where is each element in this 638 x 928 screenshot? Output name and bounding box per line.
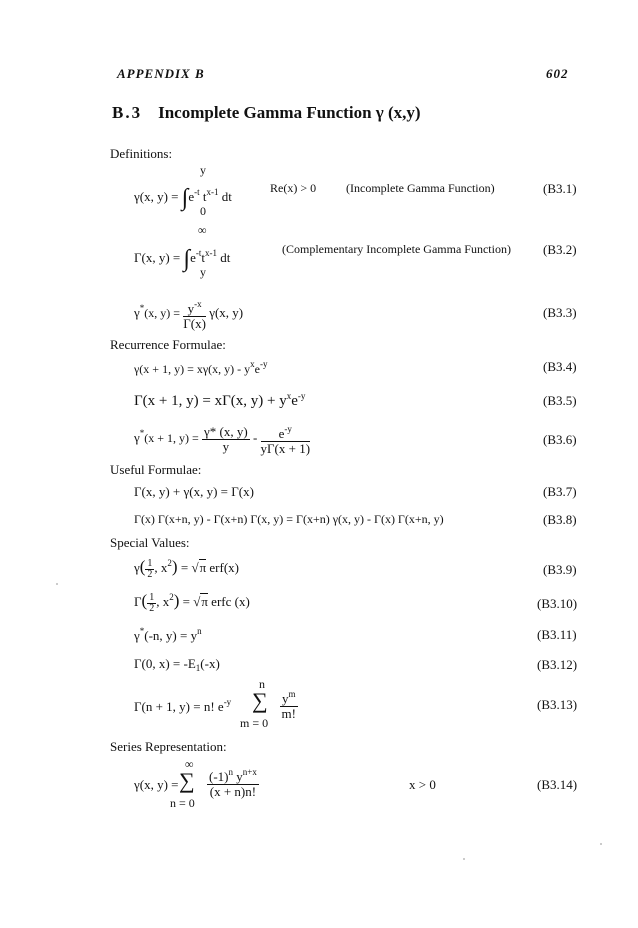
eq-b3-9-fn: γ: [134, 560, 140, 575]
eq-b3-2-note: (Complementary Incomplete Gamma Function): [282, 242, 511, 256]
running-header: APPENDIX B: [117, 66, 205, 81]
section-title: [112, 103, 421, 123]
eq-b3-14-label: (B3.14): [537, 777, 578, 792]
eq-b3-9-label: (B3.9): [543, 562, 577, 577]
eq-b3-6: [134, 422, 310, 456]
eq-b3-9-pi: π: [199, 560, 207, 575]
eq-b3-14-num-y: y: [233, 769, 243, 784]
heading-definitions: Definitions:: [110, 146, 173, 161]
eq-b3-4-exp1: x: [250, 359, 255, 369]
eq-b3-8: Γ(x) Γ(x+n, y) - Γ(x+n) Γ(x, y) = Γ(x+n) γ(x, y) - Γ(x) Γ(x+n, y): [134, 512, 444, 526]
eq-b3-1-lower-limit: 0: [200, 204, 206, 218]
eq-b3-3-numerator: [183, 297, 206, 317]
eq-b3-7-label: (B3.7): [543, 484, 577, 499]
eq-b3-1-label: (B3.1): [543, 181, 577, 196]
eq-b3-5-text: Γ(x + 1, y) = xΓ(x, y) + y: [134, 393, 287, 409]
eq-b3-9: [134, 557, 239, 580]
eq-b3-14-lhs: γ(x, y) =: [134, 777, 179, 792]
eq-b3-1-dt: dt: [218, 189, 232, 204]
eq-b3-2-lower-limit: y: [200, 265, 206, 279]
eq-b3-8-label: (B3.8): [543, 512, 577, 527]
eq-b3-3: [134, 297, 243, 331]
eq-b3-6-f2-e: e: [278, 426, 285, 441]
eq-b3-4-e: e: [254, 362, 260, 376]
eq-b3-6-f2-denominator: yΓ(x + 1): [260, 441, 311, 456]
eq-b3-2-exp2: x-1: [205, 248, 217, 258]
eq-b3-5: [134, 391, 305, 410]
eq-b3-12-rest: (-x): [200, 656, 220, 671]
eq-b3-10-half-num: 1: [149, 591, 155, 603]
eq-b3-9-sq: 2: [167, 558, 172, 568]
integral-sign-icon: ∫: [181, 185, 189, 211]
eq-b3-10-pi: π: [201, 594, 208, 609]
eq-b3-6-gamma: γ: [134, 429, 140, 445]
eq-b3-14-lower-limit: n = 0: [170, 796, 195, 810]
eq-b3-11: [134, 626, 202, 644]
eq-b3-10: [134, 591, 250, 614]
eq-b3-2-t: t: [201, 250, 205, 265]
eq-b3-5-exp1: x: [286, 391, 292, 401]
eq-b3-14-fraction: [207, 765, 259, 799]
eq-b3-3-args: (x, y) =: [144, 305, 181, 320]
heading-recurrence: Recurrence Formulae:: [110, 337, 226, 352]
eq-b3-7: Γ(x, y) + γ(x, y) = Γ(x): [134, 484, 254, 499]
eq-b3-1: [134, 181, 232, 211]
eq-b3-3-label: (B3.3): [543, 305, 577, 320]
eq-b3-6-f2-exp: -y: [284, 424, 292, 434]
eq-b3-3-star: *: [139, 302, 145, 313]
eq-b3-10-rhs: erfc (x): [207, 594, 250, 609]
eq-b3-4: [134, 359, 267, 377]
scan-speck: [600, 843, 602, 845]
eq-b3-2-label: (B3.2): [543, 242, 577, 257]
eq-b3-9-half-num: 1: [147, 557, 153, 569]
eq-b3-9-rhs: erf(x): [206, 560, 239, 575]
eq-b3-1-lhs: γ(x, y) =: [134, 189, 179, 204]
sqrt-icon: √: [193, 594, 201, 609]
eq-b3-11-args: (-n, y) = y: [144, 628, 198, 643]
section-title-text: Incomplete Gamma Function γ (x,y): [158, 103, 421, 122]
summation-icon: ∑: [179, 768, 195, 793]
section-number: B.3: [112, 103, 143, 122]
eq-b3-13-frac: [280, 687, 298, 721]
eq-b3-9-close: ): [171, 557, 178, 576]
eq-b3-10-close: ): [173, 591, 180, 610]
eq-b3-6-minus: -: [249, 429, 261, 445]
eq-b3-5-exp2: -y: [297, 391, 306, 401]
eq-b3-3-num-y: y: [187, 301, 195, 316]
eq-b3-6-args: (x + 1, y) =: [144, 430, 199, 445]
eq-b3-3-gamma: γ: [134, 304, 140, 320]
eq-b3-13-lower-limit: m = 0: [240, 716, 269, 730]
eq-b3-13-lhs: Γ(n + 1, y) = n! e: [134, 699, 224, 714]
eq-b3-9-arg: , x: [154, 560, 168, 575]
eq-b3-14-num-exp2: n+x: [242, 767, 257, 777]
eq-b3-2-exp1: -t: [195, 248, 202, 258]
eq-b3-14-denominator: (x + n)n!: [209, 784, 257, 799]
eq-b3-10-eq: =: [179, 594, 194, 609]
eq-b3-12-text: Γ(0, x) = -E: [134, 656, 196, 671]
eq-b3-11-gamma: γ: [134, 628, 140, 643]
eq-b3-5-label: (B3.5): [543, 393, 577, 408]
scan-speck: [56, 583, 58, 585]
eq-b3-3-rhs: γ(x, y): [209, 304, 244, 320]
eq-b3-14-condition: x > 0: [409, 777, 436, 792]
eq-b3-1-t: t: [199, 189, 207, 204]
eq-b3-5-e: e: [291, 393, 298, 409]
eq-b3-2: [134, 242, 231, 272]
eq-b3-9-half-den: 2: [147, 568, 153, 580]
integral-sign-icon: ∫: [183, 246, 191, 272]
eq-b3-12-label: (B3.12): [537, 657, 578, 672]
eq-b3-10-open: (: [141, 591, 148, 610]
summation-icon: ∑: [252, 688, 268, 713]
eq-b3-6-fraction-2: [261, 422, 311, 456]
eq-b3-11-label: (B3.11): [537, 627, 577, 642]
eq-b3-12-sub: 1: [195, 663, 201, 673]
sqrt-icon: √: [191, 560, 199, 575]
eq-b3-13-fraction: [280, 687, 298, 721]
eq-b3-1-exp1: -t: [194, 187, 200, 197]
scan-speck: [463, 858, 465, 860]
eq-b3-11-exp: n: [197, 626, 202, 636]
eq-b3-10-label: (B3.10): [537, 596, 578, 611]
heading-series: Series Representation:: [110, 739, 227, 754]
eq-b3-1-condition: Re(x) > 0: [270, 181, 317, 195]
eq-b3-13-num-exp: m: [288, 689, 296, 699]
eq-b3-10-arg: , x: [156, 594, 170, 609]
eq-b3-10-half: [147, 593, 156, 614]
eq-b3-13-numerator: [280, 687, 298, 707]
eq-b3-1-e: e: [188, 189, 195, 204]
eq-b3-13-upper-limit: n: [259, 677, 265, 691]
heading-useful: Useful Formulae:: [110, 462, 202, 477]
eq-b3-4-exp2: -y: [259, 359, 268, 369]
eq-b3-3-fraction: [183, 297, 206, 331]
eq-b3-1-exp2: x-1: [206, 187, 219, 197]
page-number: 602: [546, 66, 569, 81]
eq-b3-6-f2-numerator: [261, 422, 311, 442]
eq-b3-2-e: e: [190, 250, 196, 265]
eq-b3-3-num-exp: -x: [194, 299, 202, 309]
eq-b3-4-label: (B3.4): [543, 359, 577, 374]
eq-b3-6-star: *: [139, 427, 145, 438]
heading-special: Special Values:: [110, 535, 190, 550]
eq-b3-9-eq: =: [177, 560, 192, 575]
eq-b3-13-label: (B3.13): [537, 697, 578, 712]
eq-b3-14-num-a: (-1): [209, 769, 229, 784]
eq-b3-2-dt: dt: [217, 250, 231, 265]
eq-b3-14-upper-limit: ∞: [185, 757, 194, 771]
eq-b3-2-upper-limit: ∞: [198, 223, 207, 237]
eq-b3-11-star: *: [139, 626, 145, 636]
eq-b3-1-upper-limit: y: [200, 163, 206, 177]
eq-b3-9-open: (: [139, 557, 146, 576]
eq-b3-10-half-den: 2: [149, 602, 155, 614]
eq-b3-14-numerator: [207, 765, 259, 785]
eq-b3-10-sq: 2: [169, 592, 174, 602]
eq-b3-10-fn: Γ: [134, 594, 142, 609]
eq-b3-3-denominator: Γ(x): [183, 316, 206, 331]
eq-b3-2-lhs: Γ(x, y) =: [134, 250, 181, 265]
eq-b3-1-note: (Incomplete Gamma Function): [346, 181, 495, 195]
eq-b3-13-exp: -y: [223, 697, 232, 707]
eq-b3-6-label: (B3.6): [543, 432, 577, 447]
eq-b3-14-num-exp1: n: [228, 767, 233, 777]
eq-b3-14-frac: [207, 765, 259, 799]
eq-b3-13: [134, 697, 231, 715]
eq-b3-6-f1-numerator: γ* (x, y): [204, 423, 248, 439]
eq-b3-6-f1-denominator: y: [222, 438, 230, 454]
eq-b3-12: [134, 656, 220, 673]
eq-b3-6-fraction-1: [202, 425, 250, 454]
eq-b3-4-text: γ(x + 1, y) = xγ(x, y) - y: [134, 362, 251, 376]
eq-b3-13-denominator: m!: [281, 706, 296, 721]
eq-b3-13-num-y: y: [282, 691, 289, 706]
